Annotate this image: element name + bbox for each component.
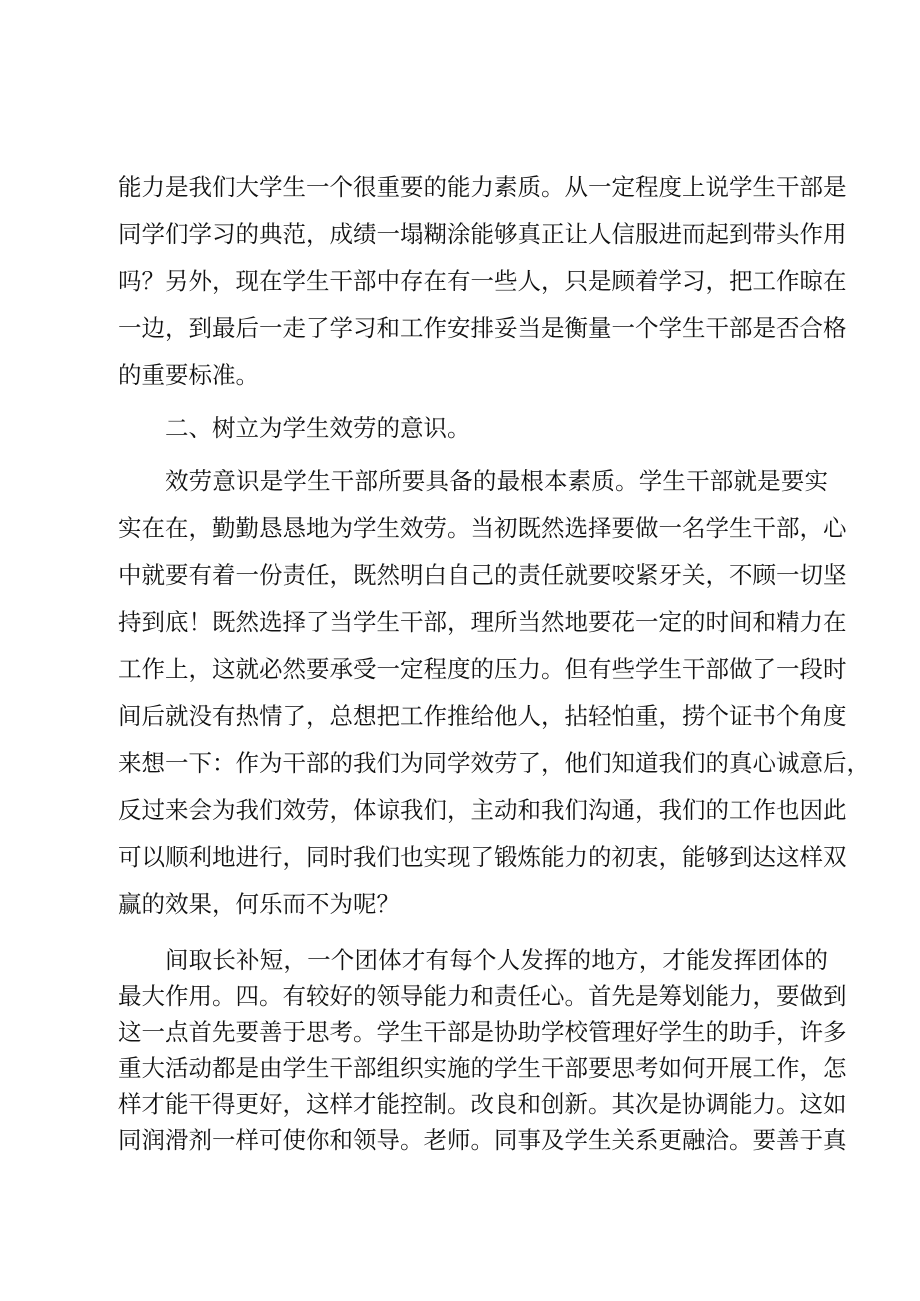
paragraph-1-line-4: 一边，到最后一走了学习和工作安排妥当是衡量一个学生干部是否合格 — [118, 314, 847, 342]
paragraph-2-line-2: 实在在，勤勤恳恳地为学生效劳。当初既然选择要做一名学生干部，心 — [118, 514, 847, 542]
paragraph-3-line-6: 同润滑剂一样可使你和领导。老师。同事及学生关系更融洽。要善于真 — [118, 1126, 847, 1154]
paragraph-3-line-4: 重大活动都是由学生干部组织实施的学生干部要思考如何开展工作，怎 — [118, 1054, 847, 1082]
paragraph-1-line-1: 能力是我们大学生一个很重要的能力素质。从一定程度上说学生干部是 — [118, 173, 847, 201]
paragraph-2-line-3: 中就要有着一份责任，既然明白自己的责任就要咬紧牙关，不顾一切坚 — [118, 561, 847, 589]
paragraph-3-line-1: 间取长补短，一个团体才有每个人发挥的地方，才能发挥团体的 — [165, 946, 828, 974]
paragraph-2-line-4: 持到底！既然选择了当学生干部，理所当然地要花一定的时间和精力在 — [118, 608, 847, 636]
paragraph-3-line-2: 最大作用。四。有较好的领导能力和责任心。首先是筹划能力，要做到 — [118, 982, 847, 1010]
paragraph-2-line-1: 效劳意识是学生干部所要具备的最根本素质。学生干部就是要实 — [165, 467, 828, 495]
paragraph-3-line-5: 样才能干得更好，这样才能控制。改良和创新。其次是协调能力。这如 — [118, 1090, 847, 1118]
paragraph-2-line-6: 间后就没有热情了，总想把工作推给他人，拈轻怕重，捞个证书个角度 — [118, 702, 847, 730]
section-heading: 二、树立为学生效劳的意识。 — [165, 414, 471, 442]
paragraph-2-line-5: 工作上，这就必然要承受一定程度的压力。但有些学生干部做了一段时 — [118, 655, 847, 683]
paragraph-1-line-5: 的重要标准。 — [118, 361, 259, 389]
paragraph-2-line-8: 反过来会为我们效劳，体谅我们，主动和我们沟通，我们的工作也因此 — [118, 796, 847, 824]
paragraph-2-line-9: 可以顺利地进行，同时我们也实现了锻炼能力的初衷，能够到达这样双 — [118, 843, 847, 871]
paragraph-1-line-2: 同学们学习的典范，成绩一塌糊涂能够真正让人信服进而起到带头作用 — [118, 220, 847, 248]
paragraph-2-line-10: 赢的效果，何乐而不为呢？ — [118, 890, 400, 918]
paragraph-3-line-3: 这一点首先要善于思考。学生干部是协助学校管理好学生的助手，许多 — [118, 1018, 847, 1046]
paragraph-2-line-7: 来想一下：作为干部的我们为同学效劳了，他们知道我们的真心诚意后， — [118, 749, 870, 777]
paragraph-1-line-3: 吗？另外，现在学生干部中存在有一些人，只是顾着学习，把工作晾在 — [118, 267, 847, 295]
